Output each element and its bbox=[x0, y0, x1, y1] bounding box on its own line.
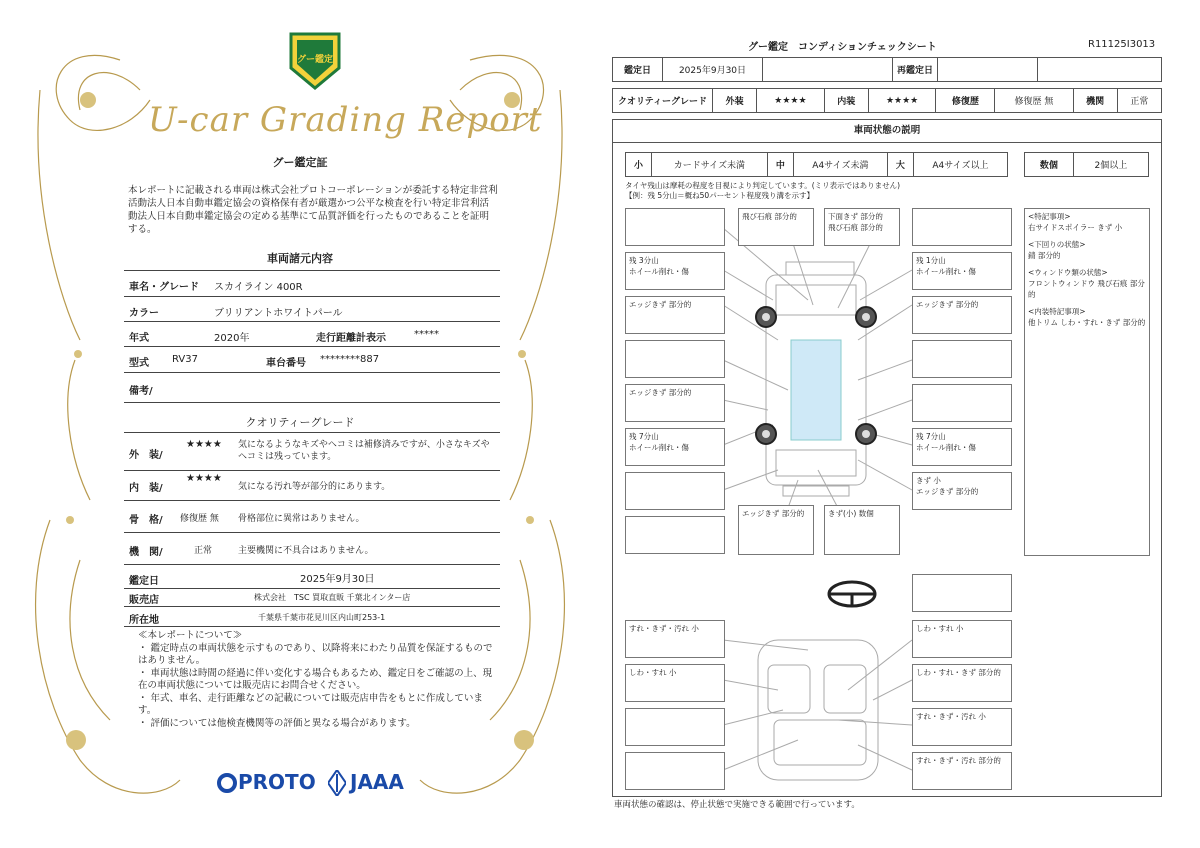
car-name-row bbox=[124, 271, 500, 297]
address-label: 所在地 bbox=[129, 615, 159, 626]
spec-section-title: 車両諸元内容 bbox=[267, 252, 333, 265]
year-value: 2020年 bbox=[214, 333, 250, 344]
note-box-left-edge-2: エッジきず 部分的 bbox=[625, 384, 725, 422]
note-box-right-rear-tire: 残 7分山 ホイール削れ・傷 bbox=[912, 428, 1012, 466]
car-name-label: 車名・グレード bbox=[129, 282, 199, 293]
color-label: カラー bbox=[129, 308, 159, 319]
year-row bbox=[124, 322, 500, 347]
address-value: 千葉県千葉市花見川区内山町253-1 bbox=[258, 613, 386, 622]
note-box bbox=[625, 752, 725, 790]
note-box bbox=[625, 208, 725, 246]
interior-item: 他トリム しわ・すれ・きず 部分的 bbox=[1028, 318, 1146, 327]
repair-label: 修復歴 bbox=[936, 89, 995, 113]
repair-value: 修復歴 無 bbox=[995, 89, 1073, 113]
size-mid-desc: A4サイズ未満 bbox=[793, 153, 887, 177]
interior-label: 内 装/ bbox=[129, 483, 163, 494]
note-box-top-1: 飛び石痕 部分的 bbox=[738, 208, 814, 246]
interior-heading: <内装特記事項> bbox=[1028, 307, 1086, 316]
tire-example: 【例：残 5分山＝概ね50パーセント程度残り溝を示す】 bbox=[625, 191, 815, 200]
note-box bbox=[912, 384, 1012, 422]
engine-value: 正常 bbox=[194, 546, 213, 556]
mileage-label: 走行距離計表示 bbox=[316, 333, 386, 344]
note-box bbox=[625, 708, 725, 746]
date-label: 鑑定日 bbox=[129, 576, 159, 587]
note-box-bottom-1: エッジきず 部分的 bbox=[738, 505, 814, 555]
window-heading: <ウィンドウ類の状態> bbox=[1028, 268, 1108, 277]
report-script-title: U-car Grading Report bbox=[148, 100, 543, 140]
count-label: 数個 bbox=[1025, 153, 1074, 177]
date-value: 2025年9月30日 bbox=[663, 58, 763, 82]
qg-label: クオリティーグレード bbox=[613, 89, 713, 113]
note-box-interior-left-1: すれ・きず・汚れ 小 bbox=[625, 620, 725, 658]
date-label: 鑑定日 bbox=[613, 58, 663, 82]
engine-text: 主要機関に不具合はありません。 bbox=[238, 546, 374, 556]
engine-row bbox=[124, 533, 500, 565]
shop-label: 販売店 bbox=[129, 595, 159, 606]
chassis-label: 車台番号 bbox=[266, 358, 306, 369]
sheet-title: グー鑑定 コンディションチェックシート bbox=[748, 42, 937, 53]
model-label: 型式 bbox=[129, 358, 149, 369]
certificate-intro: 本レポートに記載される車両は株式会社プロトコーポレーションが委託する特定非営利活動法人日本自動車鑑定協会の資格保有者が厳選かつ公平な検査を行い特定非営利活動法人日本自動車鑑定協会の定める基準にて品質評価を行ったものであることを証明する。 bbox=[128, 185, 498, 235]
note-box-right-edge: エッジきず 部分的 bbox=[912, 296, 1012, 334]
window-item: フロントウィンドウ 飛び石痕 部分的 bbox=[1028, 279, 1145, 299]
note-box bbox=[625, 516, 725, 554]
note-box-left-edge: エッジきず 部分的 bbox=[625, 296, 725, 334]
note-box bbox=[625, 340, 725, 378]
quality-section-title: クオリティーグレード bbox=[245, 416, 355, 429]
note-box bbox=[625, 472, 725, 510]
desc-title: 車両状態の説明 bbox=[612, 119, 1162, 143]
special-heading: <特記事項> bbox=[1028, 212, 1071, 221]
frame-row bbox=[124, 501, 500, 533]
frame-value: 修復歴 無 bbox=[180, 514, 219, 524]
certificate-title: グー鑑定証 bbox=[272, 156, 328, 169]
chassis-value: ********887 bbox=[320, 354, 380, 365]
remarks-row bbox=[124, 373, 500, 403]
special-notes-panel bbox=[1024, 208, 1150, 556]
note-box-interior-left-2: しわ・すれ 小 bbox=[625, 664, 725, 702]
note-box bbox=[912, 574, 1012, 612]
tire-note: タイヤ残山は摩耗の程度を目視により判定しています。(ミリ表示ではありません) bbox=[625, 181, 901, 190]
date-row bbox=[124, 565, 500, 589]
size-large-desc: A4サイズ以上 bbox=[913, 153, 1007, 177]
frame-text: 骨格部位に異常はありません。 bbox=[238, 514, 365, 524]
size-small-label: 小 bbox=[626, 153, 652, 177]
note-box-right-edge-2: きず 小 エッジきず 部分的 bbox=[912, 472, 1012, 510]
note-item: ・ 車両状態は時間の経過に伴い変化する場合もあるため、鑑定日をご確認の上、現在の車両状態については販売店にお問合せください。 bbox=[138, 667, 493, 691]
sheet-id: R11125I3013 bbox=[1088, 39, 1156, 50]
color-value: ブリリアントホワイトパール bbox=[214, 308, 343, 319]
engine-label: 機 関/ bbox=[129, 547, 163, 558]
notes-title: ≪本レポートについて≫ bbox=[138, 630, 243, 641]
note-item: ・ 年式、車名、走行距離などの記載については販売店申告をもとに作成しています。 bbox=[138, 692, 483, 716]
car-name-value: スカイライン 400R bbox=[214, 282, 303, 293]
ext-stars: ★★★★ bbox=[757, 89, 825, 113]
count-value: 2個以上 bbox=[1073, 153, 1148, 177]
engine-label: 機関 bbox=[1073, 89, 1117, 113]
note-box-interior-right-2: しわ・すれ・きず 部分的 bbox=[912, 664, 1012, 702]
exterior-text: 気になるようなキズやヘコミは補修済みですが、小さなキズやヘコミは残っています。 bbox=[238, 440, 490, 462]
note-box-left-rear-tire: 残 7分山 ホイール削れ・傷 bbox=[625, 428, 725, 466]
interior-row bbox=[124, 471, 500, 501]
model-row bbox=[124, 347, 500, 373]
int-stars: ★★★★ bbox=[868, 89, 936, 113]
remarks-label: 備考/ bbox=[129, 386, 153, 397]
exterior-label: 外 装/ bbox=[129, 450, 163, 461]
note-item: ・ 評価については他検査機関等の評価と異なる場合があります。 bbox=[138, 717, 416, 729]
note-item: ・ 鑑定時点の車両状態を示すものであり、以降将来にわたり品質を保証するものではありません。 bbox=[138, 642, 493, 666]
proto-logo-text: PROTO bbox=[238, 770, 316, 794]
model-value: RV37 bbox=[172, 354, 198, 365]
note-box-interior-right-1: しわ・すれ 小 bbox=[912, 620, 1012, 658]
exterior-stars: ★★★★ bbox=[186, 439, 222, 450]
color-row bbox=[124, 297, 500, 322]
size-large-label: 大 bbox=[887, 153, 913, 177]
jaaa-logo-text: JAAA bbox=[350, 770, 404, 794]
address-row bbox=[124, 607, 500, 627]
note-box bbox=[912, 340, 1012, 378]
size-small-desc: カードサイズ未満 bbox=[652, 153, 768, 177]
date-value: 2025年9月30日 bbox=[300, 574, 375, 585]
exterior-row bbox=[124, 433, 500, 471]
engine-value: 正常 bbox=[1117, 89, 1161, 113]
proto-logo-icon bbox=[216, 772, 238, 794]
note-box-left-front-tire: 残 3分山 ホイール削れ・傷 bbox=[625, 252, 725, 290]
frame-label: 骨 格/ bbox=[129, 515, 163, 526]
report-notes bbox=[138, 630, 498, 730]
sheet-footer: 車両状態の確認は、停止状態で実施できる範囲で行っています。 bbox=[614, 800, 860, 810]
note-box-top-2: 下面きず 部分的 飛び石痕 部分的 bbox=[824, 208, 900, 246]
special-item: 右サイドスポイラー きず 小 bbox=[1028, 223, 1123, 232]
condition-check-sheet bbox=[608, 0, 1168, 848]
int-label: 内装 bbox=[824, 89, 868, 113]
ext-label: 外装 bbox=[713, 89, 757, 113]
note-box bbox=[912, 208, 1012, 246]
badge-label: グー鑑定 bbox=[296, 55, 333, 65]
redate-label: 再鑑定日 bbox=[893, 58, 938, 82]
note-box-right-front-tire: 残 1分山 ホイール削れ・傷 bbox=[912, 252, 1012, 290]
note-box-interior-right-3: すれ・きず・汚れ 小 bbox=[912, 708, 1012, 746]
interior-text: 気になる汚れ等が部分的にあります。 bbox=[238, 482, 391, 492]
note-box-interior-right-4: すれ・きず・汚れ 部分的 bbox=[912, 752, 1012, 790]
interior-stars: ★★★★ bbox=[186, 473, 222, 484]
underbody-heading: <下回りの状態> bbox=[1028, 240, 1086, 249]
mileage-value: ***** bbox=[414, 329, 439, 340]
note-box-bottom-2: きず(小) 数個 bbox=[824, 505, 900, 555]
jaaa-logo-icon bbox=[328, 770, 346, 796]
year-label: 年式 bbox=[129, 333, 149, 344]
size-mid-label: 中 bbox=[767, 153, 793, 177]
underbody-item: 錆 部分的 bbox=[1028, 251, 1061, 260]
shop-value: 株式会社 TSC 買取直販 千葉北インター店 bbox=[254, 593, 411, 602]
shop-row bbox=[124, 589, 500, 607]
